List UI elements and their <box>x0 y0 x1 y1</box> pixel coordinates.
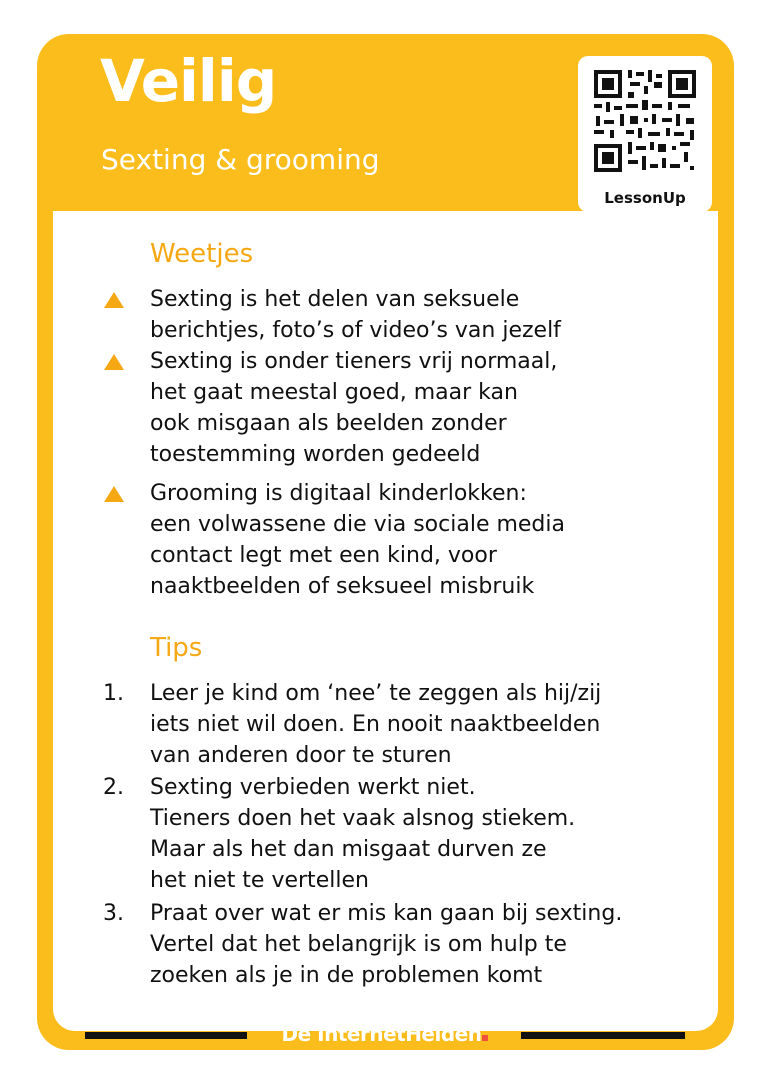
weetje-item: Sexting is het delen van seksuele berichtjes, foto’s of video’s van jezelf <box>150 287 561 343</box>
weetjes-heading: Weetjes <box>150 239 254 269</box>
triangle-bullet-icon <box>104 486 124 502</box>
tip-number: 1. <box>103 681 124 706</box>
qr-code-icon <box>592 68 698 174</box>
logo-dot-icon <box>482 1035 488 1041</box>
card-subtitle: Sexting & grooming <box>101 143 380 176</box>
qr-code-box[interactable] <box>578 56 712 212</box>
tip-number: 2. <box>103 775 124 800</box>
tip-item: Leer je kind om ‘nee’ te zeggen als hij/zij iets niet wil doen. En nooit naaktbeelden van anderen door te sturen <box>150 681 602 768</box>
footer-divider-left <box>85 1032 247 1039</box>
triangle-bullet-icon <box>104 354 124 370</box>
logo-text: De InternetHelden <box>281 1022 482 1046</box>
tip-item: Sexting verbieden werkt niet. Tieners doen het vaak alsnog stiekem. Maar als het dan misgaat durven ze het niet te vertellen <box>150 775 576 893</box>
tip-item: Praat over wat er mis kan gaan bij sexting. Vertel dat het belangrijk is om hulp te zoeken als je in de problemen komt <box>150 901 623 988</box>
tips-heading: Tips <box>150 633 203 663</box>
internethelden-logo <box>254 1022 516 1046</box>
card-title: Veilig <box>100 47 277 115</box>
triangle-bullet-icon <box>104 292 124 308</box>
footer-divider-right <box>521 1032 685 1039</box>
weetje-item: Grooming is digitaal kinderlokken: een volwassene die via sociale media contact legt met een kind, voor naaktbeelden of seksueel misbruik <box>150 481 565 599</box>
tip-number: 3. <box>103 901 124 926</box>
weetje-item: Sexting is onder tieners vrij normaal, het gaat meestal goed, maar kan ook misgaan als beelden zonder toestemming worden gedeeld <box>150 349 558 467</box>
qr-label: LessonUp <box>604 189 686 207</box>
